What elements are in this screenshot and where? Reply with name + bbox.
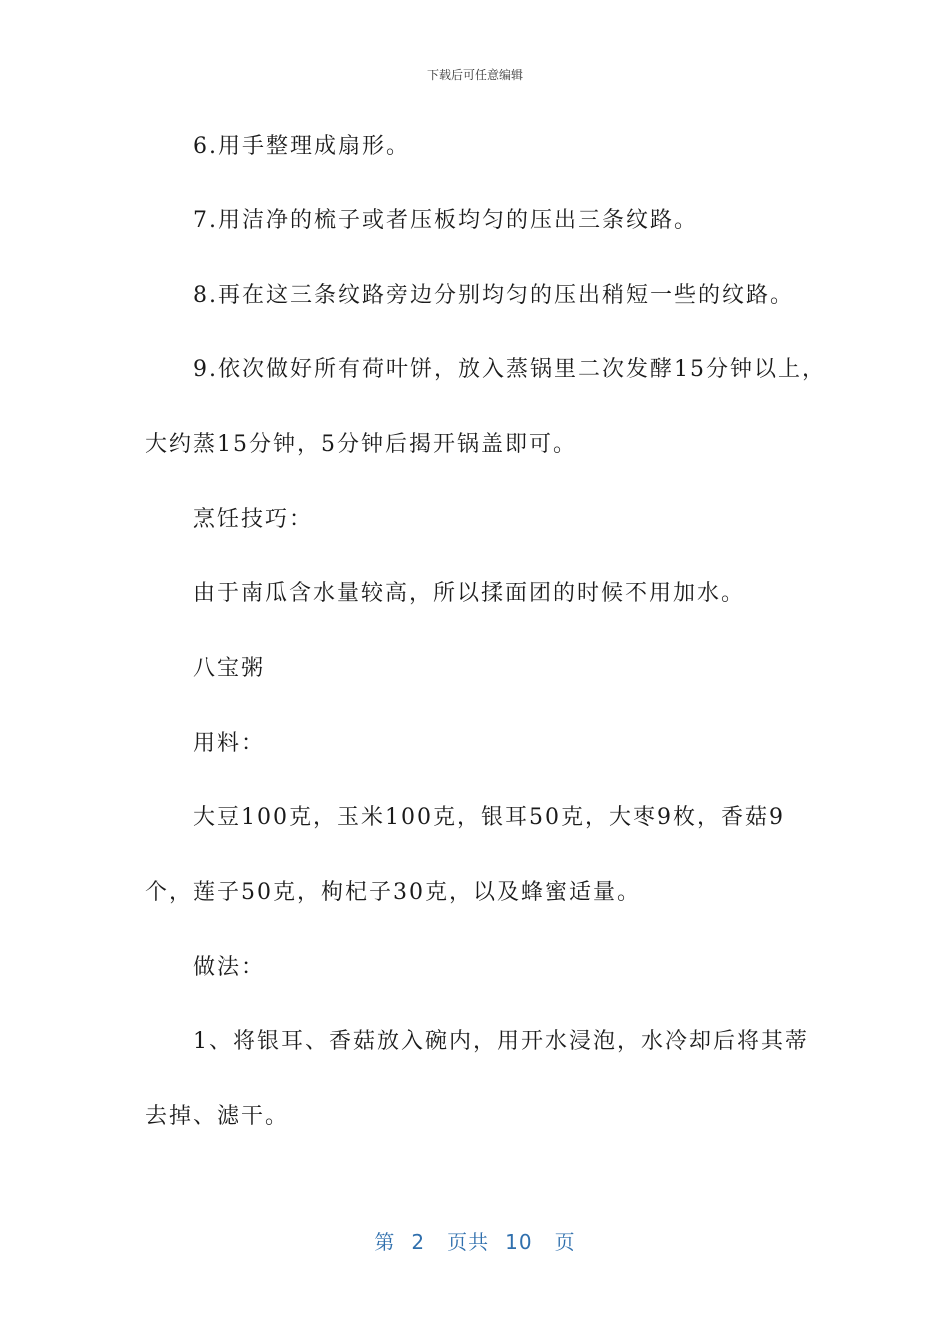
section-heading: 八宝粥 xyxy=(193,656,266,681)
paragraph-line: 个，莲子50克，枸杞子30克，以及蜂蜜适量。 xyxy=(145,880,641,905)
paragraph-line: 大豆100克，玉米100克，银耳50克，大枣9枚，香菇9 xyxy=(193,805,785,830)
paragraph-line: 6.用手整理成扇形。 xyxy=(193,134,410,159)
footer-middle: 页共 xyxy=(447,1230,490,1254)
paragraph-line: 烹饪技巧： xyxy=(193,507,314,532)
paragraph-line: 9.依次做好所有荷叶饼，放入蒸锅里二次发酵15分钟以上， xyxy=(193,357,826,382)
paragraph-line: 做法： xyxy=(193,955,266,980)
footer-total-pages: 10 xyxy=(505,1230,533,1254)
paragraph-line: 由于南瓜含水量较高，所以揉面团的时候不用加水。 xyxy=(193,581,746,606)
paragraph-line: 大约蒸15分钟，5分钟后揭开锅盖即可。 xyxy=(145,432,577,457)
footer-prefix: 第 xyxy=(374,1230,396,1254)
page-footer xyxy=(0,1226,950,1255)
footer-page-number: 2 xyxy=(411,1230,426,1254)
page-header: 下载后可任意编辑 xyxy=(426,68,523,82)
paragraph-line: 1、将银耳、香菇放入碗内，用开水浸泡，水冷却后将其蒂 xyxy=(193,1029,809,1054)
paragraph-line: 7.用洁净的梳子或者压板均匀的压出三条纹路。 xyxy=(193,208,698,233)
paragraph-line: 去掉、滤干。 xyxy=(145,1104,290,1129)
paragraph-line: 用料： xyxy=(193,731,266,756)
footer-suffix: 页 xyxy=(554,1230,576,1254)
paragraph-line: 8.再在这三条纹路旁边分别均匀的压出稍短一些的纹路。 xyxy=(193,283,794,308)
